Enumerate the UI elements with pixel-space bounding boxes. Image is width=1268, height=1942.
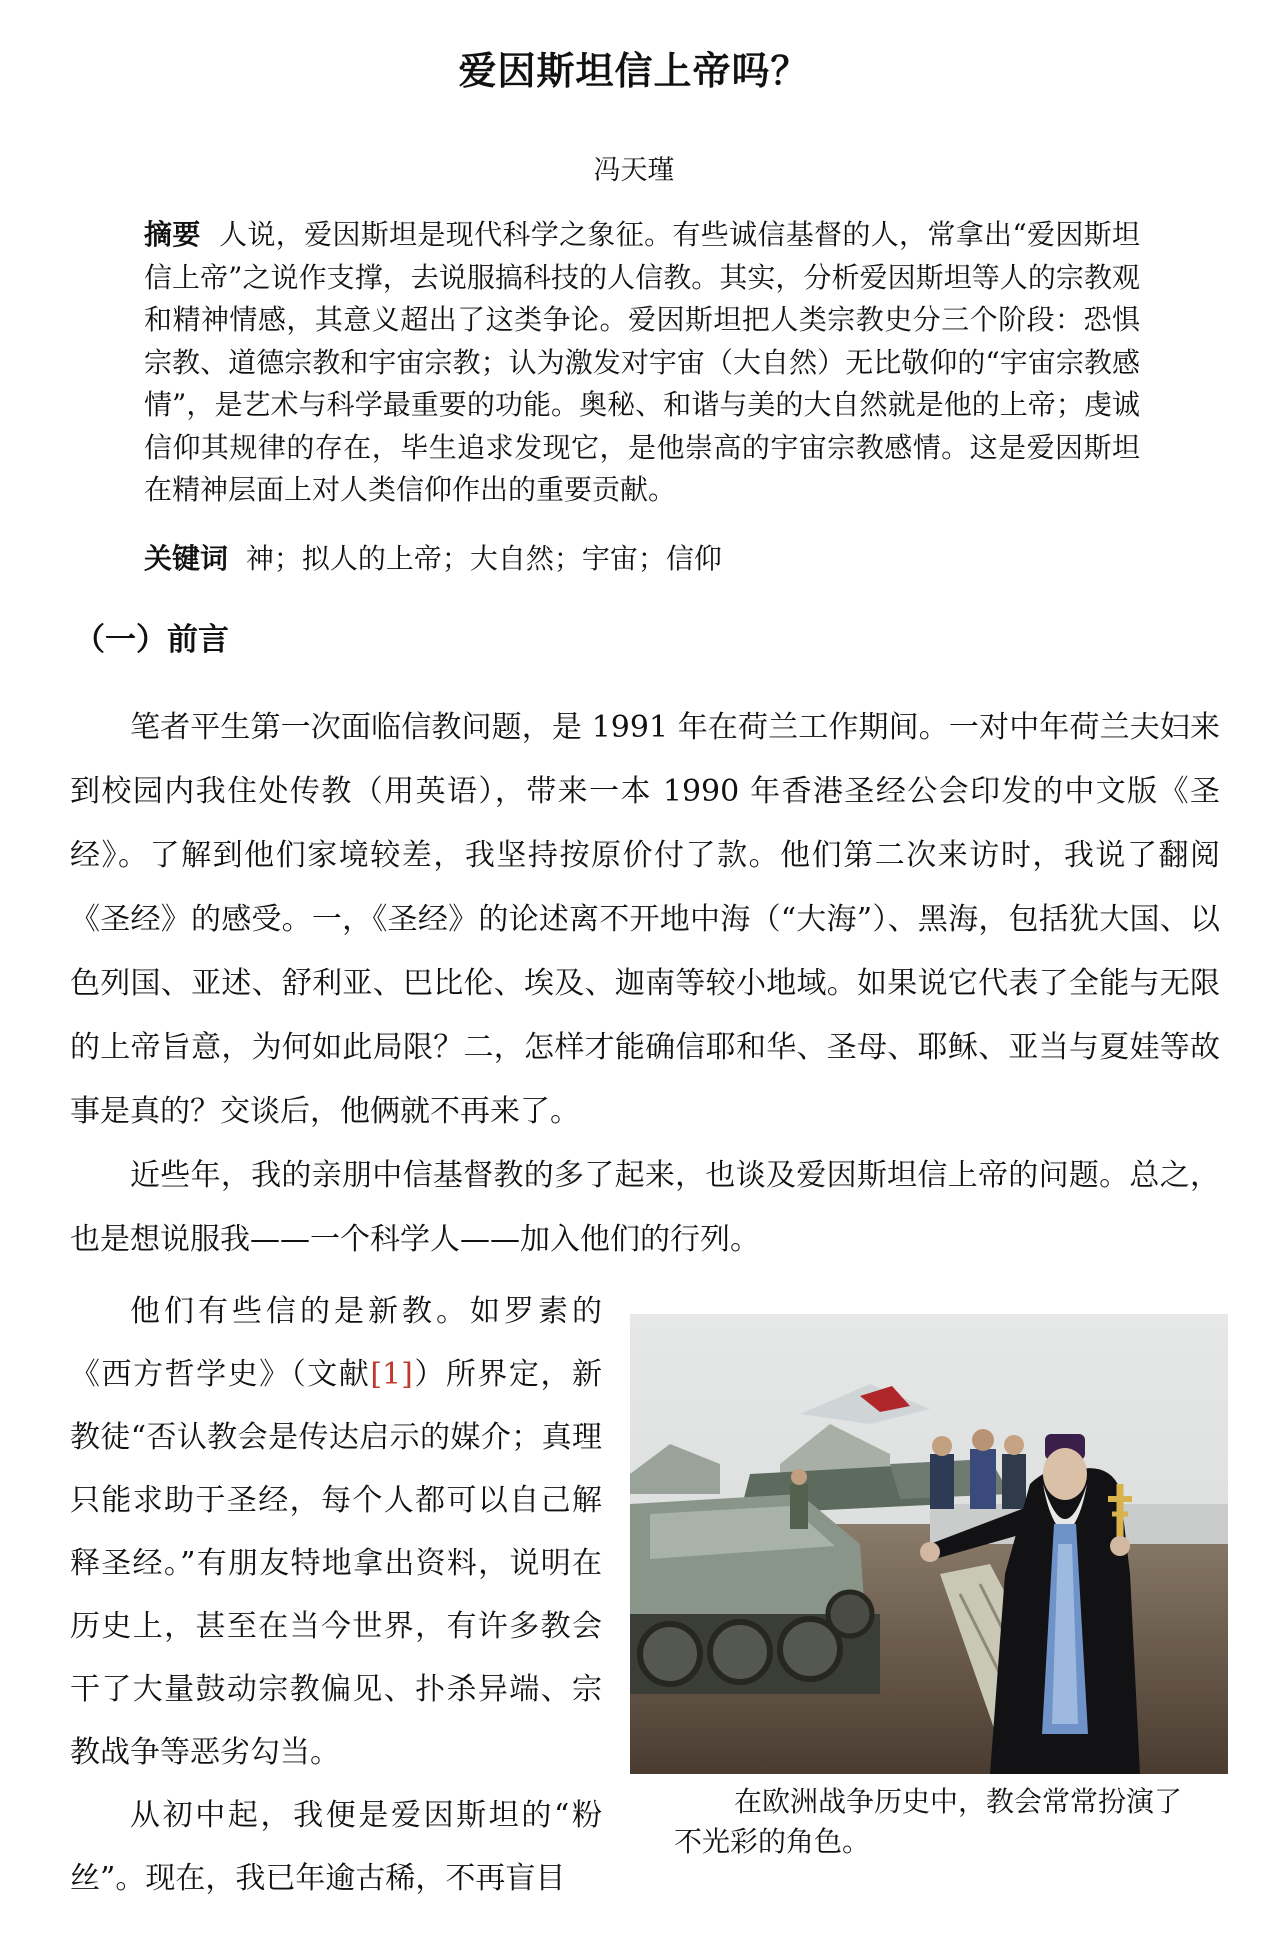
paragraph-3 bbox=[70, 1280, 602, 1784]
author-name: 冯天瑾 bbox=[593, 155, 675, 186]
section-heading: （一）前言 bbox=[74, 622, 229, 658]
paragraph-3-part-a: 他们有些信的是新教。如罗素的《西方哲学史》（文献 bbox=[70, 1294, 602, 1392]
paragraph-3-part-b: ）所界定，新教徒“否认教会是传达启示的媒介；真理只能求助于圣经，每个人都可以自己解释圣经。”有朋友特地拿出资料，说明在历史上，甚至在当今世界，有许多教会干了大量鼓动宗教偏见、扑杀异端、宗教战争等恶劣勾当。 bbox=[70, 1357, 602, 1770]
abstract-block bbox=[144, 214, 1140, 512]
figure-caption: 在欧洲战争历史中，教会常常扮演了不光彩的角色。 bbox=[674, 1785, 1183, 1858]
citation-link[interactable]: [1] bbox=[370, 1357, 413, 1392]
paragraph-4: 从初中起，我便是爱因斯坦的“粉丝”。现在，我已年逾古稀，不再盲目 bbox=[70, 1798, 602, 1896]
photo-priest-and-tanks bbox=[630, 1314, 1228, 1774]
keywords-block bbox=[144, 538, 1140, 580]
paragraph-1: 笔者平生第一次面临信教问题，是 1991 年在荷兰工作期间。一对中年荷兰夫妇来到校园内我住处传教（用英语），带来一本 1990 年香港圣经公会印发的中文版《圣经》。了解到他们家境较差，我坚持按原价付了款。他们第二次来访时，我说了翻阅《圣经》的感受。一，《圣经》的论述离不开地中海（“大海”）、黑海，包括犹大国、以色列国、亚述、舒利亚、巴比伦、埃及、迦南等较小地域。如果说它代表了全能与无限的上帝旨意，为何如此局限？二，怎样才能确信耶和华、圣母、耶稣、亚当与夏娃等故事是真的？交谈后，他俩就不再来了。 bbox=[70, 710, 1220, 1129]
abstract-label: 摘要 bbox=[144, 218, 201, 251]
keywords-label: 关键词 bbox=[144, 542, 229, 575]
body-text-full-width bbox=[70, 696, 1220, 1272]
paragraph-2: 近些年，我的亲朋中信基督教的多了起来，也谈及爱因斯坦信上帝的问题。总之，也是想说服我——一个科学人——加入他们的行列。 bbox=[70, 1158, 1220, 1257]
abstract-text: 人说，爱因斯坦是现代科学之象征。有些诚信基督的人，常拿出“爱因斯坦信上帝”之说作支撑，去说服搞科技的人信教。其实，分析爱因斯坦等人的宗教观和精神情感，其意义超出了这类争论。爱因斯坦把人类宗教史分三个阶段：恐惧宗教、道德宗教和宇宙宗教；认为激发对宇宙（大自然）无比敬仰的“宇宙宗教感情”，是艺术与科学最重要的功能。奥秘、和谐与美的大自然就是他的上帝；虔诚信仰其规律的存在，毕生追求发现它，是他崇高的宇宙宗教感情。这是爱因斯坦在精神层面上对人类信仰作出的重要贡献。 bbox=[144, 218, 1140, 506]
figure-photo bbox=[630, 1314, 1228, 1774]
body-text-column bbox=[70, 1280, 602, 1910]
keywords-text: 神；拟人的上帝；大自然；宇宙；信仰 bbox=[245, 542, 722, 575]
page-title: 爱因斯坦信上帝吗？ bbox=[458, 49, 810, 93]
